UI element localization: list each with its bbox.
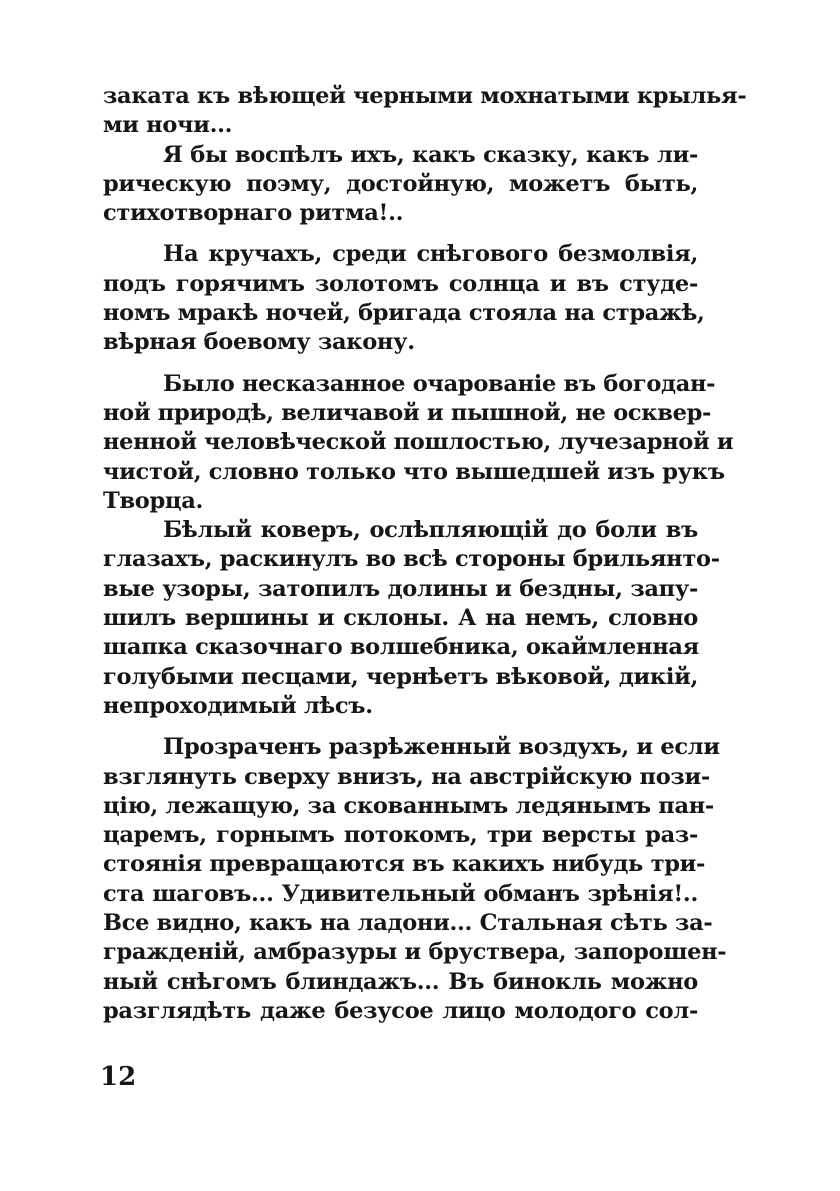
text-line: разглядѣть даже безусое лицо молодого сол- <box>103 997 698 1024</box>
paragraph-6 <box>103 733 727 1026</box>
text-line: шилъ вершины и склоны. А на немъ, словно <box>103 605 698 632</box>
text-line: Бѣлый коверъ, ослѣпляющій до боли въ <box>163 517 698 544</box>
text-line: вые узоры, затопилъ долины и бездны, запу- <box>103 575 698 602</box>
text-line: ста шаговъ... Удивительный обманъ зрѣнія!.. <box>103 880 698 907</box>
paragraph-5 <box>103 516 720 721</box>
text-line: На кручахъ, среди снѣгового безмолвія, <box>163 241 698 268</box>
paragraph-2 <box>103 141 698 229</box>
text-line: чистой, словно только что вышедшей изъ рукъ <box>103 458 725 485</box>
text-line: стоянія превращаются въ какихъ нибудь три- <box>103 851 706 878</box>
text-line: Творца. <box>103 487 204 514</box>
text-line: заката къ вѣющей черными мохнатыми крылья- <box>103 83 747 109</box>
text-line: непроходимый лѣсъ. <box>103 692 373 719</box>
paragraph-3 <box>103 240 705 357</box>
page-number: 12 <box>100 1062 137 1092</box>
text-line: глазахъ, раскинулъ во всѣ стороны брильянто- <box>103 546 720 573</box>
text-line: ный снѣгомъ блиндажъ... Въ бинокль можно <box>103 968 698 995</box>
text-line: номъ мракѣ ночей, бригада стояла на стражѣ, <box>103 300 705 327</box>
text-line: стихотворнаго ритма!.. <box>103 200 404 227</box>
text-line: Все видно, какъ на ладони... Стальная сѣть за- <box>103 910 713 937</box>
text-line: Было несказанное очарованіе въ богодан- <box>163 370 716 397</box>
paragraph-1 <box>103 82 747 141</box>
text-line: взглянуть сверху внизъ, на австрійскую пози- <box>103 763 710 790</box>
text-line: голубыми песцами, чернѣетъ вѣковой, дикій, <box>103 663 698 690</box>
text-line: рическую поэму, достойную, можетъ быть, <box>103 170 698 197</box>
text-line: вѣрная боевому закону. <box>103 329 415 356</box>
text-line: гражденій, амбразуры и бруствера, запорошен- <box>103 939 727 966</box>
text-line: ной природѣ, величавой и пышной, не осквер- <box>103 399 712 426</box>
text-line: царемъ, горнымъ потокомъ, три версты раз- <box>103 822 698 849</box>
text-line: Прозраченъ разрѣженный воздухъ, и если <box>163 734 720 761</box>
text-line: шапка сказочнаго волшебника, окаймленная <box>103 634 699 661</box>
page-text <box>103 82 747 1026</box>
text-line: ненной человѣческой пошлостью, лучезарной и <box>103 429 734 456</box>
text-line: ми ночи... <box>103 112 233 139</box>
text-line: подъ горячимъ золотомъ солнца и въ студе- <box>103 270 698 297</box>
paragraph-4 <box>103 370 734 516</box>
text-line: Я бы воспѣлъ ихъ, какъ сказку, какъ ли- <box>163 141 698 168</box>
text-line: цію, лежащую, за скованнымъ ледянымъ пан- <box>103 792 714 819</box>
